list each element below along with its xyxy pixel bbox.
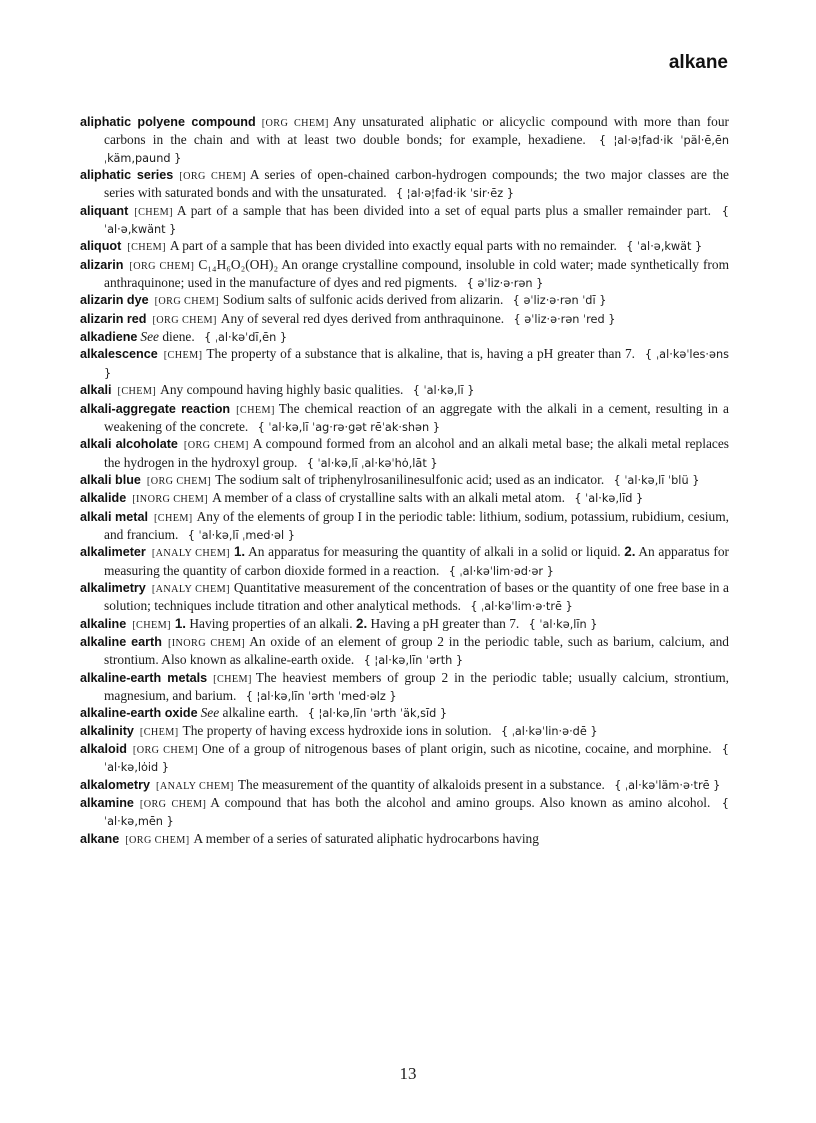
field-abbrev: CHEM: [136, 619, 168, 631]
cross-reference: alkaline earth.: [222, 705, 299, 721]
entry-headword: alkaline: [80, 616, 127, 631]
entry-headword: aliquot: [80, 239, 122, 254]
entry-headword: aliquant: [80, 203, 129, 218]
entry-headword: alkamine: [80, 796, 134, 811]
pronunciation: { ˌal·kəˈlim·ə·trē }: [470, 600, 573, 614]
entry-definition: A part of a sample that has been divided into exactly equal parts with no remainder.: [169, 238, 617, 254]
entry-headword: alkaline earth: [80, 634, 162, 649]
sense-number: 2.: [356, 615, 368, 631]
entry-definition: The chemical reaction of an aggregate with the alkali in a cement, resulting in a weakening of the concrete.: [104, 400, 729, 434]
entry-headword: alizarin red: [80, 311, 147, 326]
entry-definition: The measurement of the quantity of alkaloids present in a substance.: [237, 776, 605, 792]
cross-reference: diene.: [162, 329, 195, 345]
field-abbrev: CHEM: [239, 404, 271, 416]
entry-headword: alkali-aggregate reaction: [80, 401, 231, 416]
pronunciation: { əˈliz·ə·rən ˈred }: [513, 312, 616, 326]
sense-definition: An apparatus for measuring the quantity of carbon dioxide formed in a reaction.: [104, 544, 729, 578]
entry-definition: The property of having excess hydroxide ions in solution.: [182, 722, 492, 738]
field-abbrev: ORG CHEM: [129, 834, 186, 846]
dictionary-entry: [80, 329, 729, 346]
pronunciation: { ˈal·kə‚lī }: [412, 384, 475, 398]
field-label: [ORG CHEM]: [183, 440, 249, 452]
field-abbrev: ORG CHEM: [143, 799, 203, 811]
entry-headword: alkane: [80, 831, 120, 846]
dictionary-entry: [80, 114, 729, 167]
entry-definition: A part of a sample that has been divided into a set of equal parts plus a smaller remainder part.: [176, 202, 711, 218]
dictionary-entry: [80, 401, 729, 437]
pronunciation: { ¦al·kə‚līn ˈərth ˈäk‚sīd }: [307, 707, 448, 721]
entry-headword: alkalometry: [80, 777, 151, 792]
field-label: [ORG CHEM]: [125, 834, 190, 846]
field-abbrev: ANALY CHEM: [159, 780, 231, 792]
entry-headword: alkalescence: [80, 347, 158, 362]
field-abbrev: ORG CHEM: [183, 171, 243, 183]
entry-headword: alkalimeter: [80, 545, 146, 560]
field-label: [CHEM]: [127, 242, 166, 254]
pronunciation: { ˈal·kə‚mēn }: [104, 797, 729, 829]
field-label: [ANALY CHEM]: [151, 583, 230, 595]
field-abbrev: ANALY CHEM: [155, 548, 227, 560]
field-abbrev: ORG CHEM: [150, 475, 208, 487]
field-label: [CHEM]: [153, 512, 193, 524]
entry-headword: alkali blue: [80, 472, 141, 487]
dictionary-entry: [80, 795, 729, 831]
dictionary-entry: [80, 167, 729, 203]
entry-definition: A member of a class of crystalline salts with an alkali metal atom.: [212, 490, 565, 506]
field-abbrev: ORG CHEM: [156, 314, 213, 326]
field-abbrev: CHEM: [131, 242, 163, 254]
sense-definition: Having a pH greater than 7.: [370, 615, 520, 631]
dictionary-entry: [80, 490, 729, 508]
pronunciation: { ˈal·kə‚lī ˈag·rə·gət rēˈak·shən }: [257, 420, 440, 434]
entry-definition: Any unsaturated aliphatic or alicyclic compound with more than four carbons in the chain and with at least two double bonds; for example, hexadiene.: [104, 114, 730, 148]
entry-definition: The heaviest members of group 2 in the periodic table; usually calcium, strontium, magnesium, and barium.: [104, 669, 729, 703]
field-label: [CHEM]: [139, 726, 179, 738]
field-label: [CHEM]: [236, 404, 275, 416]
entry-definition: C₁₄H₆O₂(OH)₂ An orange crystalline compound, insoluble in cold water; made synthetically from anthraquinone; used in the manufacture of dyes and red pigments.: [104, 256, 729, 291]
entry-definition: A series of open-chained carbon-hydrogen compounds; the two major classes are the series with saturated bonds and with the unsaturated.: [104, 167, 729, 201]
entry-definition: One of a group of nitrogenous bases of plant origin, such as nicotine, cocaine, and morphine.: [201, 741, 712, 757]
dictionary-entry: [80, 634, 729, 670]
dictionary-entry: [80, 741, 729, 777]
pronunciation: { əˈliz·ə·rən ˈdī }: [512, 294, 607, 308]
entry-list: [80, 114, 729, 849]
field-abbrev: CHEM: [167, 350, 199, 362]
pronunciation: { ˌal·kəˈläm·ə·trē }: [614, 778, 721, 792]
field-abbrev: CHEM: [138, 206, 170, 218]
dictionary-entry: [80, 509, 729, 545]
dictionary-entry: [80, 723, 729, 741]
entry-definition: Any of the elements of group I in the periodic table: lithium, sodium, potassium, rubidium, cesium, and francium.: [104, 508, 729, 542]
pronunciation: { əˈliz·ə·rən }: [466, 277, 544, 291]
entry-headword: alkali: [80, 383, 112, 398]
field-label: [ORG CHEM]: [139, 799, 207, 811]
pronunciation: { ¦al·kə‚līn ˈərth }: [363, 654, 464, 668]
guide-word: alkane: [668, 52, 728, 73]
dictionary-entry: [80, 616, 729, 634]
field-abbrev: CHEM: [143, 726, 175, 738]
sense-definition: Having properties of an alkali.: [189, 615, 353, 631]
dictionary-entry: [80, 777, 729, 795]
sense-number: 1.: [233, 544, 246, 560]
sense-definition: An apparatus for measuring the quantity of alkali in a solid or liquid.: [248, 544, 621, 560]
pronunciation: { ˈal·kə‚lī ˈblü }: [613, 473, 700, 487]
field-abbrev: ORG CHEM: [133, 260, 191, 272]
field-abbrev: INORG CHEM: [136, 494, 205, 506]
dictionary-entry: [80, 544, 729, 580]
entry-headword: alkaloid: [80, 742, 127, 757]
see-label: See: [200, 705, 220, 721]
entry-headword: alizarin: [80, 257, 124, 272]
entry-headword: alizarin dye: [80, 293, 149, 308]
field-label: [ORG CHEM]: [179, 171, 246, 183]
field-label: [ORG CHEM]: [154, 296, 219, 308]
entry-headword: alkalide: [80, 491, 127, 506]
sense-number: 1.: [174, 615, 187, 631]
field-label: [INORG CHEM]: [132, 494, 209, 506]
field-label: [CHEM]: [163, 350, 203, 362]
dictionary-entry: [80, 436, 729, 472]
field-label: [ORG CHEM]: [132, 745, 198, 757]
pronunciation: { ˈal·kə‚lī ˌmed·əl }: [187, 528, 295, 542]
pronunciation: { ˈal·ə‚kwänt }: [104, 204, 729, 237]
field-label: [INORG CHEM]: [167, 637, 246, 649]
dictionary-entry: [80, 257, 729, 293]
see-label: See: [140, 329, 159, 345]
field-abbrev: ORG CHEM: [158, 296, 216, 308]
entry-definition: A compound formed from an alcohol and an alkali metal base; the alkali metal replaces the hydrogen in the hydroxyl group.: [104, 436, 729, 470]
entry-headword: alkali metal: [80, 509, 148, 524]
entry-headword: aliphatic series: [80, 168, 174, 183]
pronunciation: { ¦al·kə‚līn ˈərth ˈmed·əlz }: [245, 690, 397, 703]
field-label: [ORG CHEM]: [146, 475, 212, 487]
sense-number: 2.: [624, 544, 636, 560]
dictionary-entry: [80, 203, 729, 239]
pronunciation: { ˈal·kə‚lȯid }: [104, 743, 729, 775]
field-abbrev: ORG CHEM: [187, 440, 245, 452]
dictionary-entry: [80, 346, 729, 382]
field-abbrev: CHEM: [121, 386, 153, 398]
dictionary-entry: [80, 311, 729, 329]
entry-headword: alkali alcoholate: [80, 437, 178, 452]
field-label: [CHEM]: [134, 206, 173, 218]
entry-headword: aliphatic polyene compound: [80, 115, 256, 129]
field-label: [ORG CHEM]: [129, 260, 195, 272]
pronunciation: { ˈal·kə‚līd }: [574, 492, 644, 506]
field-abbrev: CHEM: [216, 673, 248, 685]
pronunciation: { ˌal·kəˈles·əns }: [104, 348, 729, 380]
field-label: [ORG CHEM]: [261, 118, 329, 129]
dictionary-entry: [80, 472, 729, 490]
entry-definition: Sodium salts of sulfonic acids derived from alizarin.: [222, 292, 504, 308]
pronunciation: { ˌal·kəˈdī‚ēn }: [204, 331, 288, 345]
pronunciation: { ¦al·ə¦fad·ik ˈsir·ēz }: [395, 187, 514, 201]
entry-headword: alkaline-earth oxide: [80, 706, 198, 721]
entry-definition: Any of several red dyes derived from anthraquinone.: [220, 310, 505, 326]
entry-definition: An oxide of an element of group 2 in the periodic table, such as barium, calcium, and strontium. Also known as alkaline-earth oxide.: [104, 633, 729, 668]
dictionary-entry: [80, 831, 729, 849]
dictionary-entry: [80, 705, 729, 722]
field-label: [ANALY CHEM]: [156, 780, 234, 792]
entry-definition: The property of a substance that is alkaline, that is, having a pH greater than 7.: [206, 346, 636, 362]
field-label: [CHEM]: [213, 673, 252, 685]
field-abbrev: ANALY CHEM: [155, 583, 227, 595]
field-abbrev: INORG CHEM: [171, 637, 242, 649]
entry-definition: A member of a series of saturated aliphatic hydrocarbons having: [193, 830, 539, 846]
dictionary-entry: [80, 580, 729, 616]
field-abbrev: CHEM: [157, 512, 189, 524]
field-abbrev: ORG CHEM: [265, 118, 326, 129]
pronunciation: { ˌal·kəˈlin·ə·dē }: [500, 724, 598, 738]
dictionary-entry: [80, 382, 729, 400]
pronunciation: { ˈal·kə‚lī ˌal·kəˈhȯ‚lāt }: [306, 456, 438, 470]
field-label: [CHEM]: [132, 619, 171, 631]
page-number: 13: [399, 1064, 417, 1083]
entry-headword: alkalinity: [80, 723, 134, 738]
entry-headword: alkalimetry: [80, 580, 146, 595]
field-label: [ORG CHEM]: [152, 314, 217, 326]
entry-definition: A compound that has both the alcohol and amino groups. Also known as amino alcohol.: [210, 795, 711, 811]
entry-definition: Any compound having highly basic qualities.: [160, 382, 404, 398]
pronunciation: { ˈal·kə‚līn }: [528, 617, 598, 631]
dictionary-entry: [80, 670, 729, 706]
entry-headword: alkaline-earth metals: [80, 670, 208, 685]
field-label: [CHEM]: [117, 386, 157, 398]
entry-headword: alkadiene: [80, 330, 138, 345]
dictionary-entry: [80, 238, 729, 256]
pronunciation: { ˌal·kəˈlim·əd·ər }: [448, 564, 554, 578]
field-label: [ANALY CHEM]: [151, 548, 230, 560]
dictionary-entry: [80, 292, 729, 310]
pronunciation: { ˈal·ə‚kwät }: [626, 240, 703, 254]
entry-definition: The sodium salt of triphenylrosanilinesulfonic acid; used as an indicator.: [215, 471, 605, 487]
pronunciation: { ¦al·ə¦fad·ik ˈpäl·ē‚ēn ˌkäm‚paund }: [104, 134, 729, 165]
entry-definition: Quantitative measurement of the concentration of bases or the quantity of one free base in a solution; techniques include titration and other analytical methods.: [104, 579, 729, 614]
field-abbrev: ORG CHEM: [136, 745, 195, 757]
